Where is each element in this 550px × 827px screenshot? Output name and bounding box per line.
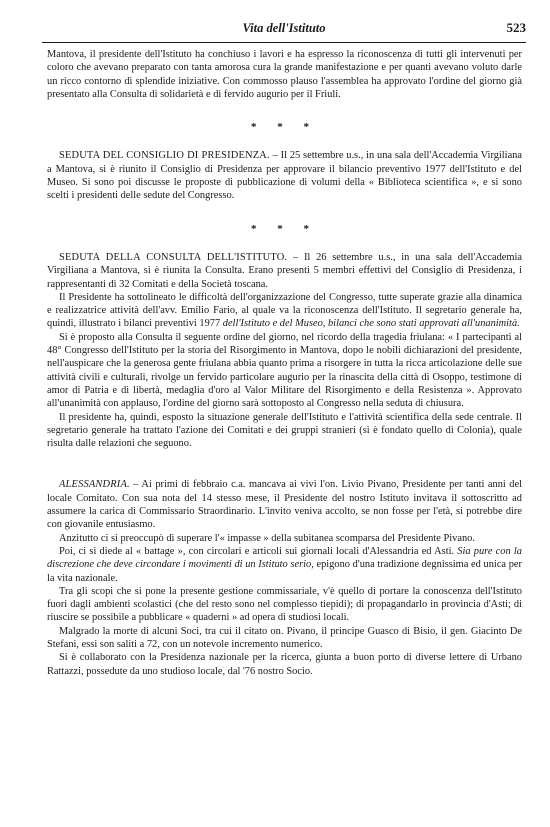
alessandria-paragraph-5: Malgrado la morte di alcuni Soci, tra cui il citato on. Pivano, il principe Guasco di Bisio, il gen. Giacinto De Stefani, essi son saliti a 72, con un notevole incremento numerico. bbox=[47, 625, 522, 650]
consulta-paragraph-2 bbox=[47, 291, 522, 331]
alessandria-paragraph-4: Tra gli scopi che si pone la presente gestione commissariale, v'è quello di portare la conoscenza dell'Istituto fuori dagli ambienti scolastici (che del resto sono nel complesso tiepidi); di propagandarlo in provincia d'Asti; di riuscire se possibile a pubblicare « quaderni » ad opera di studiosi locali. bbox=[47, 585, 522, 624]
alessandria-text-3a: Poi, ci si diede al « battage », con circolari e articoli sui giornali locali d'Alessandria ed Asti. bbox=[59, 545, 458, 557]
consulta-paragraph-1 bbox=[47, 251, 522, 291]
consulta-text-2a: Il Presidente ha sottolineato le difficoltà dell'organizzazione del Congresso, tutte superate grazie alla dinamica e realizzatrice attività dell'avv. Emilio Fario, al quale va la riconoscenza dell'Istituto. Il segretario generale ha, quindi, illustrato i bilanci preventivi 1977 bbox=[47, 291, 522, 330]
page-number: 523 bbox=[506, 20, 526, 35]
alessandria-text-1: – Ai primi di febbraio c.a. mancava ai vivi l'on. Livio Pivano, Presidente per tanti anni del locale Comitato. Con sua nota del 14 stesso mese, il Presidente del nostro Istituto invitava il sottoscritto ad assumere la carica di Commissario Straordinario. L'invito veniva accolto, se non fosse per l'età, si potrebbe dire con giovanile entusiasmo. bbox=[47, 479, 522, 531]
consiglio-text: – Il 25 settembre u.s., in una sala dell'Accademia Virgiliana a Mantova, si è riunito il Consiglio di Presidenza per approvare il bilancio preventivo 1977 dell'Istituto e del Museo. Si sono poi discusse le proposte di pubblicazione di volumi della « Biblioteca scientifica », e si sono scelti i presidenti delle sedute del Congresso. bbox=[47, 150, 522, 202]
consulta-text-1: – Il 26 settembre u.s., in una sala dell'Accademia Virgiliana a Mantova, si è riunita la Consulta. Erano presenti 5 membri effettivi del Consiglio di Presidenza, i rappresentanti di 32 Comitati e della Società toscana. bbox=[47, 251, 522, 290]
consulta-heading: SEDUTA DELLA CONSULTA DELL'ISTITUTO. bbox=[59, 251, 288, 263]
page-body bbox=[47, 48, 522, 678]
consulta-paragraph-3: Si è proposto alla Consulta il seguente ordine del giorno, nel ricordo della tragedia friulana: « I partecipanti al 48° Congresso dell'Istituto per la storia del Risorgimento in Mantova, dopo le nobili dichiarazioni del presidente, nell'auspicare che la generosa gente friulana abbia quanto prima a risorgere in tutta la ricca articolazione delle sue attività civili e culturali, rivolge un fervido particolare augurio per la rinascita della città di Osoppo, testimone di amor di Patria e di libertà, medaglia d'oro al Valor Militare del Risorgimento e della Resistenza ». Approvato all'unanimità con applauso, l'ordine del giorno sarà sottoposto al Congresso nella seduta di chiusura. bbox=[47, 331, 522, 410]
page-header bbox=[42, 20, 526, 43]
section-separator: * * * bbox=[251, 121, 318, 134]
alessandria-text-3c: epigono d'una tradizione degnissima ed unica per la vita nazionale. bbox=[47, 559, 522, 584]
consulta-text-2b: dell'Istituto e del Museo, bilanci che sono stati approvati all'unanimità. bbox=[222, 318, 520, 330]
alessandria-paragraph-1 bbox=[47, 478, 522, 531]
alessandria-heading: ALESSANDRIA. bbox=[59, 479, 130, 491]
running-title: Vita dell'Istituto bbox=[242, 21, 326, 35]
alessandria-paragraph-2: Anzitutto ci si preoccupò di superare l'« impasse » della subitanea scomparsa del Presidente Pivano. bbox=[59, 532, 475, 544]
alessandria-text-3b: Sia pure con la discrezione che deve circondare i movimenti di un Istituto serio, bbox=[47, 545, 522, 571]
alessandria-paragraph-6: Si è collaborato con la Presidenza nazionale per la ricerca, giunta a buon porto di diverse lettere di Urbano Rattazzi, possedute da uno studioso locale, dal '76 nostro Socio. bbox=[47, 652, 522, 677]
consiglio-heading: SEDUTA DEL CONSIGLIO DI PRESIDENZA. bbox=[59, 150, 270, 162]
consiglio-paragraph bbox=[47, 149, 522, 202]
section-separator: * * * bbox=[251, 222, 318, 235]
alessandria-paragraph-3 bbox=[47, 545, 522, 585]
section-gap bbox=[47, 450, 522, 478]
intro-paragraph: Mantova, il presidente dell'Istituto ha conchiuso i lavori e ha espresso la riconoscenza di tutti gli intervenuti per coloro che avevano preparato con tanta amorosa cura la grande manifestazione e per quanti avevano voluto darle un ricco contorno di splendide iniziative. Con commosso plauso l'assemblea ha approvato l'ordine del giorno già presentato alla Consulta di solidarietà e di fervido augurio per il Friuli. bbox=[47, 49, 522, 100]
consulta-paragraph-4: Il presidente ha, quindi, esposto la situazione generale dell'Istituto e l'attività scientifica della sede centrale. Il segretario generale ha trattato l'azione dei Comitati e dei gruppi stranieri (si è fondato quello di Colonia), quale risulta dalle relazioni che seguono. bbox=[47, 411, 522, 450]
